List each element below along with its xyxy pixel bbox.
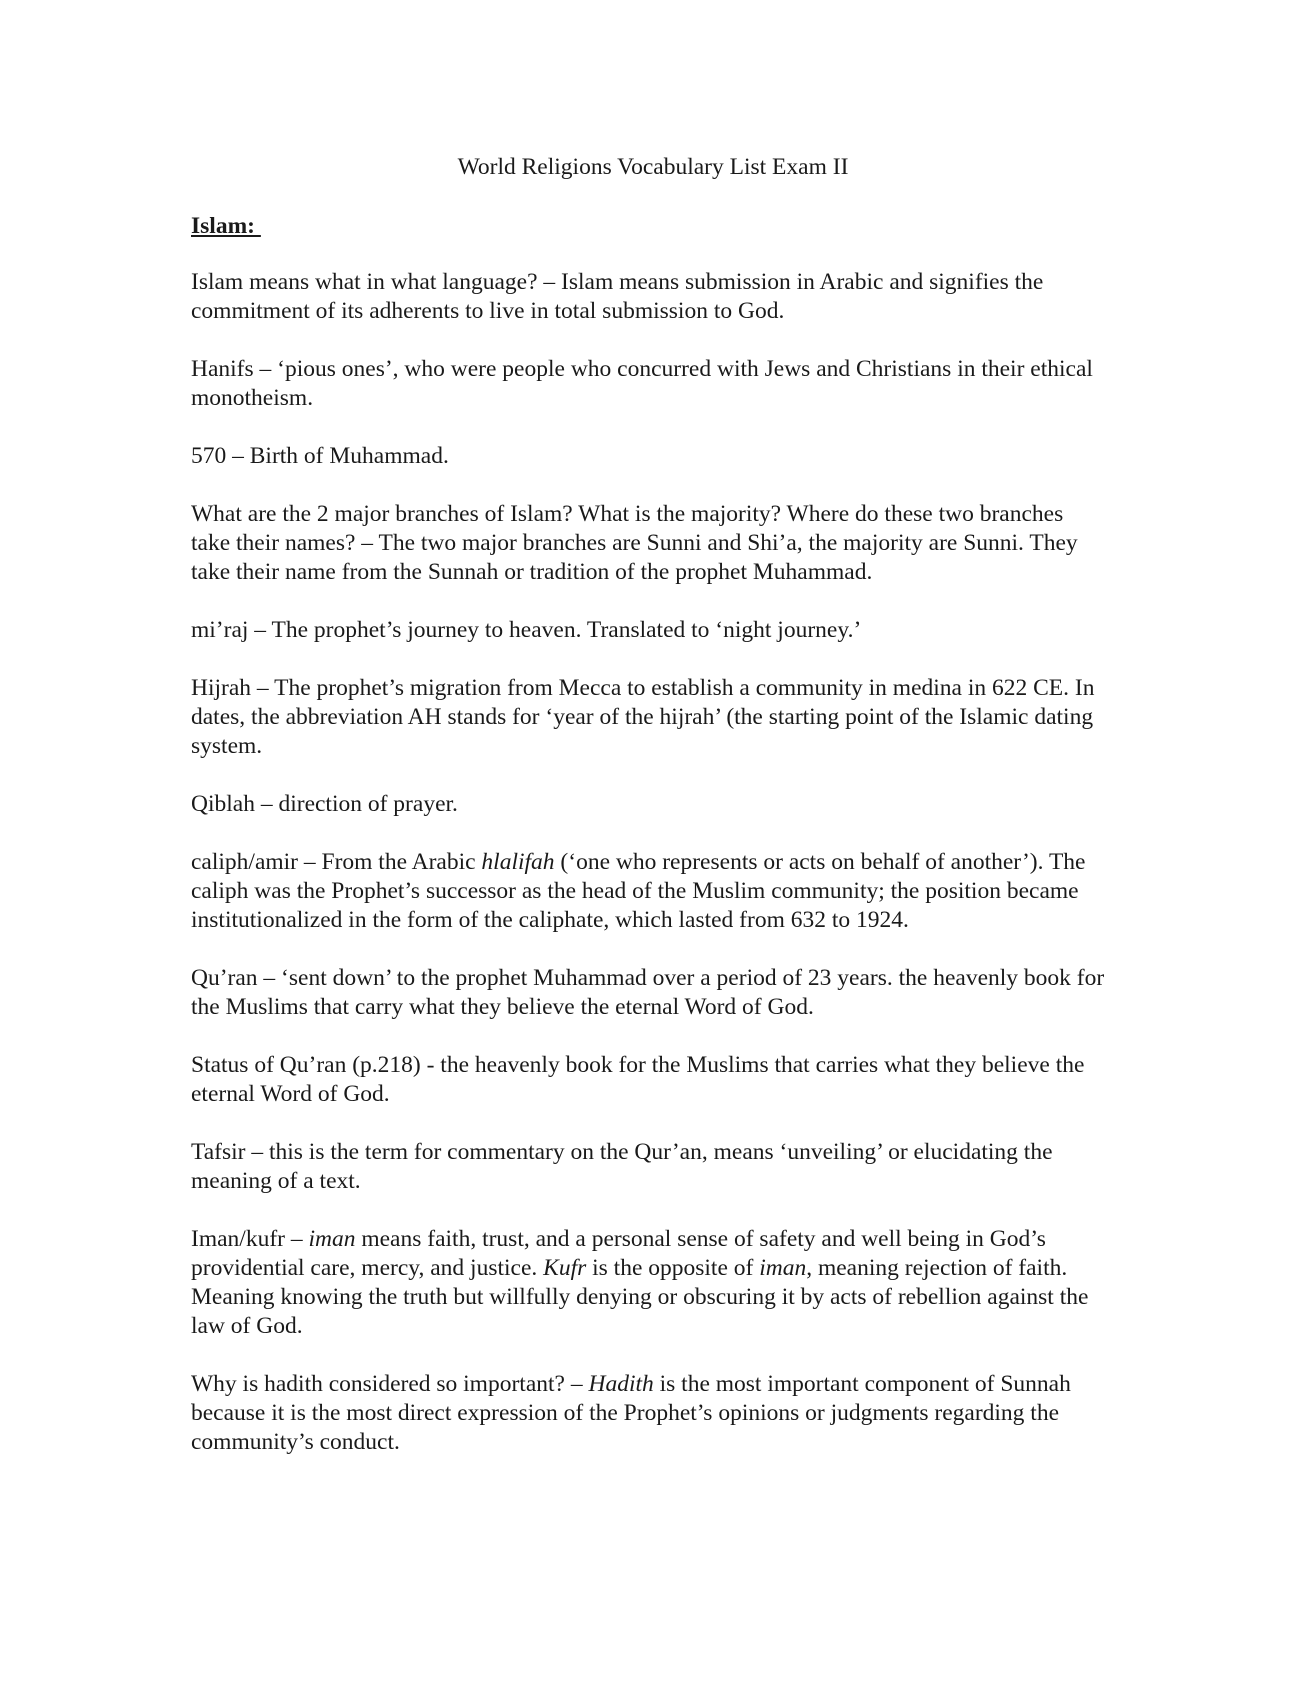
entry-text-part: is the most important component of Sunnah because it is the most direct expression of the Prophet’s opinions or judgments regarding the community’s conduct. <box>191 1371 1071 1455</box>
entry-italic-term: iman <box>308 1226 356 1252</box>
vocab-entry-branches <box>191 500 1107 587</box>
entry-italic-term: hlalifah <box>481 849 555 875</box>
entry-text: 570 – Birth of Muhammad. <box>191 443 449 469</box>
entry-text-part: Why is hadith considered so important? – <box>191 1371 589 1397</box>
document-title: World Religions Vocabulary List Exam II <box>457 154 849 180</box>
entry-italic-term: Kufr <box>543 1255 587 1281</box>
entry-text: Islam means what in what language? – Islam means submission in Arabic and signifies the commitment of its adherents to live in total submission to God. <box>191 269 1044 324</box>
vocabulary-list <box>191 268 1107 1486</box>
entry-text-part: (‘one who represents or acts on behalf of another’). The caliph was the Prophet’s successor as the head of the Muslim community; the position became institutionalized in the form of the caliphate, which lasted from 632 to 1924. <box>191 849 1086 933</box>
entry-text: What are the 2 major branches of Islam? What is the majority? Where do these two branches take their names? – The two major branches are Sunni and Shi’a, the majority are Sunni. They take their name from the Sunnah or tradition of the prophet Muhammad. <box>191 501 1078 585</box>
vocab-entry-hijrah <box>191 674 1107 761</box>
vocab-entry-570 <box>191 442 1107 471</box>
entry-text <box>191 1225 1107 1341</box>
vocab-entry-status-of-quran <box>191 1051 1107 1109</box>
entry-text: mi’raj – The prophet’s journey to heaven. Translated to ‘night journey.’ <box>191 617 862 643</box>
entry-text-part: caliph/amir – From the Arabic <box>191 849 482 875</box>
entry-text: Hijrah – The prophet’s migration from Mecca to establish a community in medina in 622 CE. In dates, the abbreviation AH stands for ‘year of the hijrah’ (the starting point of the Islamic dating system. <box>191 675 1095 759</box>
entry-text-part: , meaning rejection of faith. Meaning knowing the truth but willfully denying or obscuring it by acts of rebellion against the law of God. <box>191 1255 1089 1339</box>
entry-text: Tafsir – this is the term for commentary on the Qur’an, means ‘unveiling’ or elucidating the meaning of a text. <box>191 1139 1053 1194</box>
entry-text: Qiblah – direction of prayer. <box>191 791 458 817</box>
vocab-entry-tafsir <box>191 1138 1107 1196</box>
entry-text-part: Iman/kufr – <box>191 1226 309 1252</box>
vocab-entry-caliph <box>191 848 1107 935</box>
vocab-entry-quran <box>191 964 1107 1022</box>
vocab-entry-qiblah <box>191 790 1107 819</box>
vocab-entry-hanifs <box>191 355 1107 413</box>
entry-text <box>191 1370 1107 1457</box>
entry-italic-term: iman <box>759 1255 807 1281</box>
vocab-entry-iman-kufr <box>191 1225 1107 1341</box>
entry-text-part: means faith, trust, and a personal sense of safety and well being in God’s providential care, mercy, and justice. <box>191 1226 1046 1281</box>
entry-text: Status of Qu’ran (p.218) - the heavenly book for the Muslims that carries what they believe the eternal Word of God. <box>191 1052 1085 1107</box>
entry-text: Qu’ran – ‘sent down’ to the prophet Muhammad over a period of 23 years. the heavenly book for the Muslims that carry what they believe the eternal Word of God. <box>191 965 1105 1020</box>
entry-text-part: is the opposite of <box>586 1255 760 1281</box>
section-heading-islam: Islam: <box>191 213 261 239</box>
entry-text: Hanifs – ‘pious ones’, who were people who concurred with Jews and Christians in their ethical monotheism. <box>191 356 1093 411</box>
vocab-entry-hadith <box>191 1370 1107 1457</box>
vocab-entry-miraj <box>191 616 1107 645</box>
vocab-entry-islam-meaning <box>191 268 1107 326</box>
entry-italic-term: Hadith <box>588 1371 654 1397</box>
entry-text <box>191 848 1107 935</box>
